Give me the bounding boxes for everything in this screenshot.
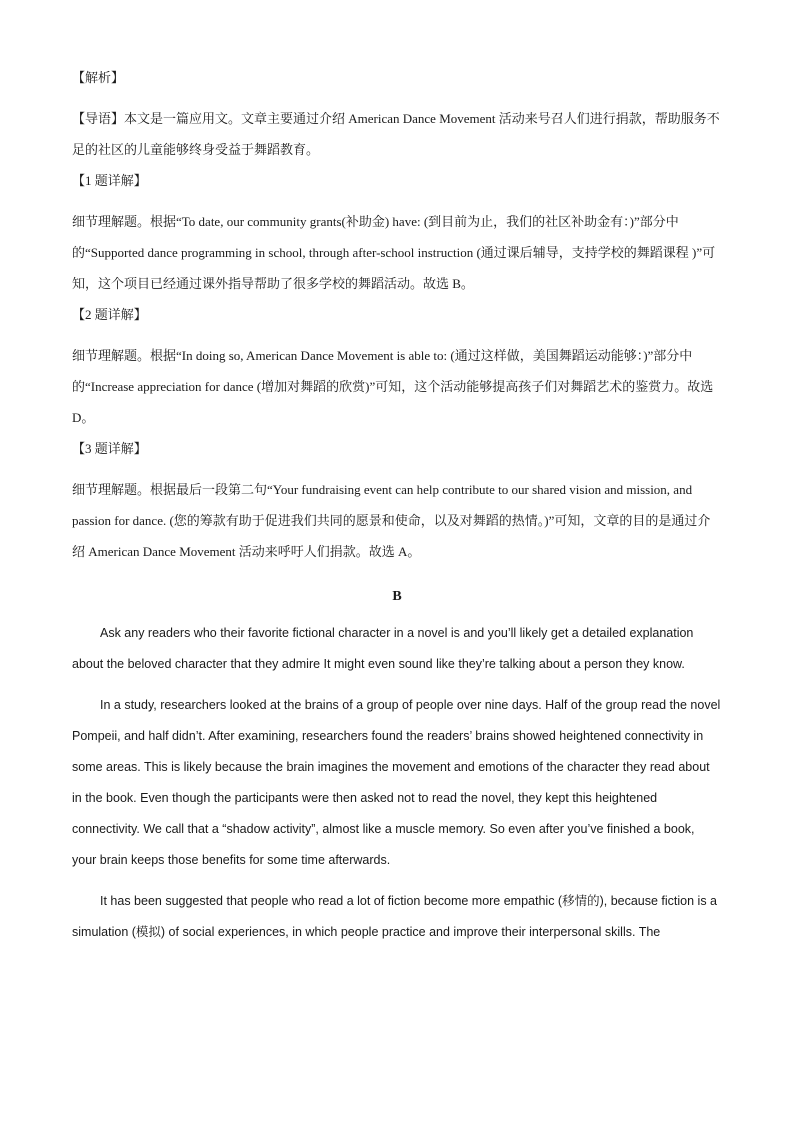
passage-paragraph-1: Ask any readers who their favorite fictional character in a novel is and you’ll likely get a detailed explanation about the beloved character that they admire It might even sound like they’re talking about a person they know. <box>72 626 694 671</box>
passage-paragraph-2: In a study, researchers looked at the brains of a group of people over nine days. Half of the group read the novel Pompeii, and half didn’t. After examining, researchers found the readers’ brains showed heightened connectivity in some areas. This is likely because the brain imagines the movement and emotions of the character they read about in the book. Even though the participants were then asked not to read the novel, they kept this heightened connectivity. We call that a “shadow activity”, almost like a muscle memory. So even after you’ve finished a book, your brain keeps those benefits for some time afterwards. <box>72 698 721 867</box>
section-b-heading: B <box>392 589 402 604</box>
q2-label: 【2 题详解】 <box>72 307 147 322</box>
intro-paragraph: 【导语】本文是一篇应用文。文章主要通过介绍 American Dance Movement 活动来号召人们进行捐款，帮助服务不足的社区的儿童能够终身受益于舞蹈教育。 <box>72 111 720 157</box>
passage-paragraph-3: It has been suggested that people who read a lot of fiction become more empathic (移情的), because fiction is a simulation (模拟) of social experiences, in which people practice and improve their interpersonal skills. The <box>72 894 718 939</box>
q3-explanation: 细节理解题。根据最后一段第二句“Your fundraising event can help contribute to our shared vision and mission, and passion for dance. (您的筹款有助于促进我们共同的愿景和使命，以及对舞蹈的热情。)”可知，文章的目的是通过介绍 American Dance Movement 活动来呼吁人们捐款。故选 A。 <box>72 482 711 559</box>
q1-label: 【1 题详解】 <box>72 173 147 188</box>
q3-label: 【3 题详解】 <box>72 441 147 456</box>
q2-explanation: 细节理解题。根据“In doing so, American Dance Movement is able to: (通过这样做，美国舞蹈运动能够：)”部分中的“Increase appreciation for dance (增加对舞蹈的欣赏)”可知，这个活动能够提高孩子们对舞蹈艺术的鉴赏力。故选 D。 <box>72 348 714 425</box>
analysis-label: 【解析】 <box>72 70 125 85</box>
q1-explanation: 细节理解题。根据“To date, our community grants(补助金) have: (到目前为止，我们的社区补助金有：)”部分中的“Supported dance programming in school, through after-school instruction (通过课后辅导，支持学校的舞蹈课程 )”可知，这个项目已经通过课外指导帮助了很多学校的舞蹈活动。故选 B。 <box>72 214 716 291</box>
